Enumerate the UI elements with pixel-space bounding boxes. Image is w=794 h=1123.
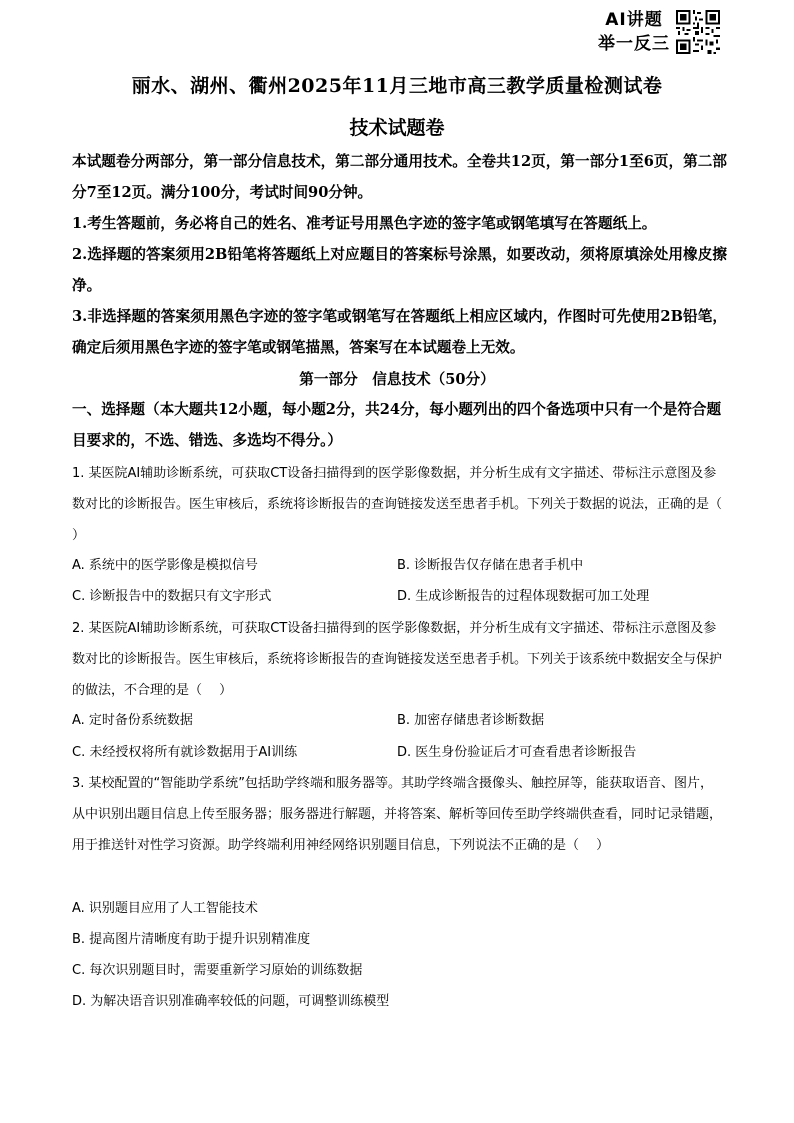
question-3-option-d: D. 为解决语音识别准确率较低的问题，可调整训练模型: [72, 994, 390, 1009]
instruction-item-3: 3.非选择题的答案须用黑色字迹的签字笔或钢笔写在答题纸上相应区域内，作图时可先使用2B铅笔，确定后须用黑色字迹的签字笔或钢笔描黑，答案写在本试题卷上无效。: [72, 308, 727, 357]
question-3-option-c: C. 每次识别题目时，需要重新学习原始的训练数据: [72, 963, 363, 978]
part-title: 第一部分 信息技术（50分）: [299, 371, 495, 388]
instruction-item-1: 1.考生答题前，务必将自己的姓名、准考证号用黑色字迹的签字笔或钢笔填写在答题纸上。: [72, 215, 657, 232]
question-3-stem: 3. 某校配置的“智能助学系统”包括助学终端和服务器等。其助学终端含摄像头、触控屏等，能获取语音、图片，从中识别出题目信息上传至服务器；服务器进行解题，并将答案、解析等回传至助学终端供查看，同时记录错题，用于推送针对性学习资源。助学终端利用神经网络识别题目信息，下列说法不正确的是（ ）: [72, 776, 723, 853]
question-2-option-c: C. 未经授权将所有就诊数据用于AI训练: [72, 745, 298, 760]
question-1-option-b: B. 诊断报告仅存储在患者手机中: [397, 558, 584, 573]
badge-line2: 举一反三: [598, 34, 670, 54]
instruction-item-2: 2.选择题的答案须用2B铅笔将答题纸上对应题目的答案标号涂黑，如要改动，须将原填涂处用橡皮擦净。: [72, 246, 727, 295]
question-2-stem: 2. 某医院AI辅助诊断系统，可获取CT设备扫描得到的医学影像数据，并分析生成有文字描述、带标注示意图及参数对比的诊断报告。医生审核后，系统将诊断报告的查询链接发送至患者手机。下列关于该系统中数据安全与保护的做法，不合理的是（ ）: [72, 621, 723, 698]
question-2-option-d: D. 医生身份验证后才可查看患者诊断报告: [397, 745, 637, 760]
question-2-option-b: B. 加密存储患者诊断数据: [397, 713, 545, 728]
ai-tutor-badge[interactable]: [596, 8, 722, 60]
question-1-option-a: A. 系统中的医学影像是模拟信号: [72, 558, 258, 573]
question-1-stem: 1. 某医院AI辅助诊断系统，可获取CT设备扫描得到的医学影像数据，并分析生成有文字描述、带标注示意图及参数对比的诊断报告。医生审核后，系统将诊断报告的查询链接发送至患者手机。下列关于数据的说法，正确的是（ ）: [72, 466, 740, 543]
section-heading: 一、选择题（本大题共12小题，每小题2分，共24分，每小题列出的四个备选项中只有一个是符合题目要求的，不选、错选、多选均不得分。）: [72, 401, 722, 449]
exam-subtitle: 技术试题卷: [349, 117, 445, 139]
instructions-intro: 本试题卷分两部分，第一部分信息技术，第二部分通用技术。全卷共12页，第一部分1至6页，第二部分7至12页。满分100分，考试时间90分钟。: [72, 153, 727, 202]
question-3-option-b: B. 提高图片清晰度有助于提升识别精准度: [72, 932, 311, 947]
question-3-option-a: A. 识别题目应用了人工智能技术: [72, 901, 258, 916]
badge-line1: AI讲题: [605, 10, 663, 30]
exam-title: 丽水、湖州、衢州2025年11月三地市高三教学质量检测试卷: [131, 75, 663, 97]
question-2-option-a: A. 定时备份系统数据: [72, 713, 193, 728]
question-1-option-d: D. 生成诊断报告的过程体现数据可加工处理: [397, 589, 650, 604]
question-1-option-c: C. 诊断报告中的数据只有文字形式: [72, 589, 272, 604]
qr-code-icon[interactable]: [676, 10, 720, 54]
badge-text: [596, 8, 672, 56]
